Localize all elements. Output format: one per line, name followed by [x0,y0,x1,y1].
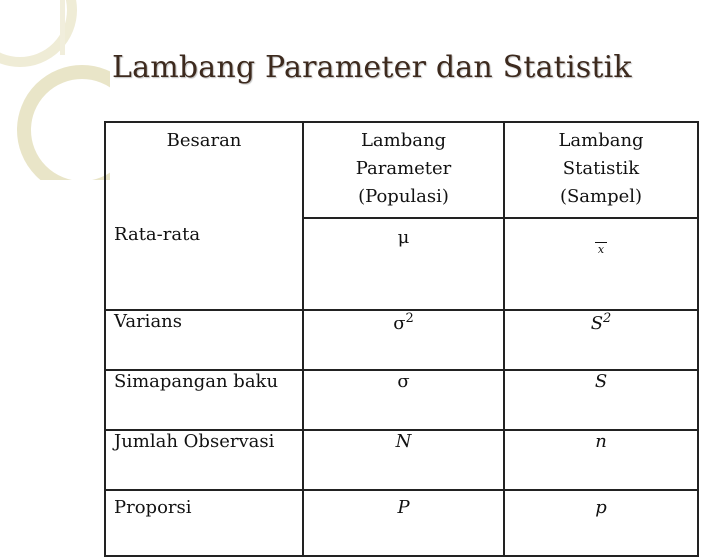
table-row [105,430,698,490]
parameter-statistic-table [104,121,699,557]
row-label: Simapangan baku [105,370,303,430]
table-header-row [105,122,698,218]
table-row [105,218,698,310]
statistic-symbol [504,310,698,370]
table-row [105,490,698,556]
header-parameter: Lambang Parameter (Populasi) [303,122,504,218]
parameter-symbol [303,310,504,370]
decorative-circles-graphic [0,0,110,180]
table-row [105,370,698,430]
x-bar-symbol: x [595,242,607,256]
statistic-symbol: p [504,490,698,556]
row-label: Rata-rata [105,218,303,310]
page-title: Lambang Parameter dan Statistik [112,50,632,85]
statistic-symbol: n [504,430,698,490]
row-label: Varians [105,310,303,370]
parameter-symbol: μ [303,218,504,310]
header-besaran: Besaran [105,122,303,218]
parameter-symbol-exponent: 2 [405,311,414,326]
parameter-symbol: N [303,430,504,490]
statistic-symbol-base: S [590,313,604,334]
statistic-symbol [504,218,698,310]
row-label: Jumlah Observasi [105,430,303,490]
statistic-symbol-exponent: 2 [603,311,612,326]
header-statistik: Lambang Statistik (Sampel) [504,122,698,218]
parameter-symbol: σ [303,370,504,430]
statistic-symbol: S [504,370,698,430]
parameter-symbol: P [303,490,504,556]
table-row [105,310,698,370]
parameter-symbol-base: σ [393,313,406,334]
row-label: Proporsi [105,490,303,556]
